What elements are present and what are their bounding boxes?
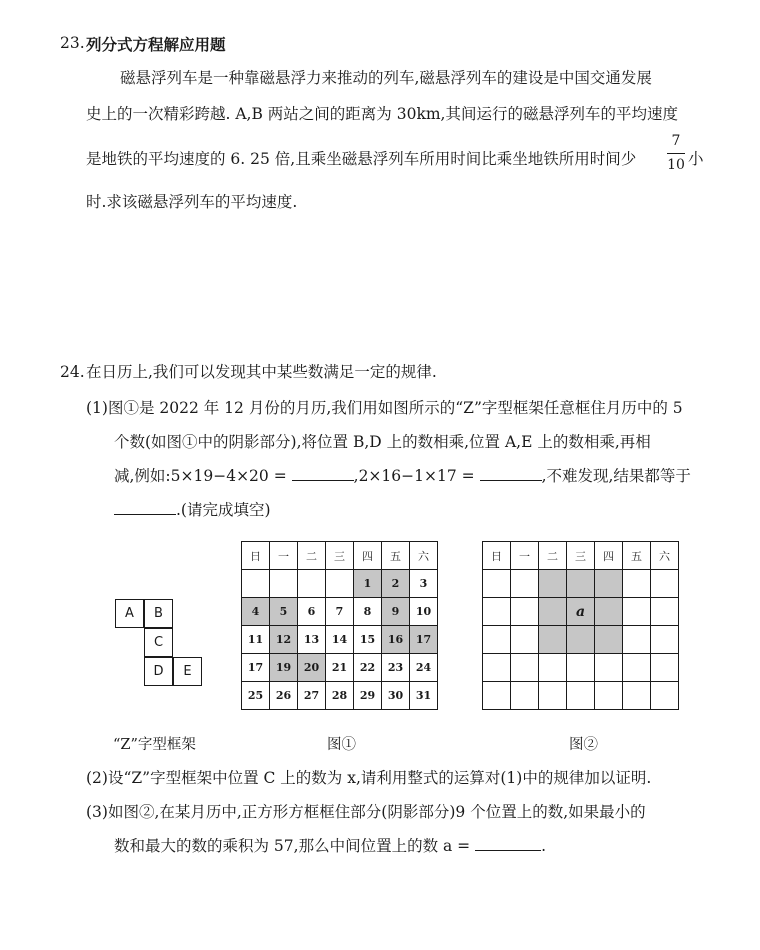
calendar-cell: 13: [298, 626, 326, 654]
zframe-cell-c: C: [144, 628, 173, 657]
calendar-cell: [511, 682, 539, 710]
q23-number: 23.: [60, 34, 85, 52]
weekday-header: 三: [567, 542, 595, 570]
calendar-cell: [483, 598, 511, 626]
calendar-cell: [539, 682, 567, 710]
calendar-cell: [483, 570, 511, 598]
weekday-header: 三: [326, 542, 354, 570]
calendar-figure-1: [241, 541, 438, 710]
calendar-cell: 30: [382, 682, 410, 710]
calendar-cell-shaded: 9: [382, 598, 410, 626]
calendar-cell: 6: [298, 598, 326, 626]
weekday-header: 日: [483, 542, 511, 570]
calendar-cell: [623, 598, 651, 626]
calendar-cell: [651, 570, 679, 598]
q23-line4: 时.求该磁悬浮列车的平均速度.: [86, 193, 298, 211]
weekday-header: 五: [623, 542, 651, 570]
calendar-cell: [567, 682, 595, 710]
q24-part1-conclusion: ,不难发现,结果都等于: [541, 467, 691, 485]
zframe-cell-b: B: [144, 599, 173, 628]
calendar-cell: 15: [354, 626, 382, 654]
calendar-cell: 17: [242, 654, 270, 682]
calendar-cell: [483, 682, 511, 710]
calendar-cell-shaded: 19: [270, 654, 298, 682]
calendar-cell: [270, 570, 298, 598]
calendar-cell-shaded: [539, 626, 567, 654]
calendar-cell: 25: [242, 682, 270, 710]
calendar-cell: 22: [354, 654, 382, 682]
q24-part1-line3: [114, 466, 691, 486]
calendar-cell-shaded: 12: [270, 626, 298, 654]
calendar-cell: [511, 598, 539, 626]
calendar-cell: [623, 626, 651, 654]
weekday-header: 日: [242, 542, 270, 570]
calendar-cell: [651, 626, 679, 654]
calendar-cell: [651, 654, 679, 682]
calendar-cell-shaded: [595, 598, 623, 626]
zframe-caption: “Z”字型框架: [113, 737, 196, 753]
calendar-cell: 14: [326, 626, 354, 654]
calendar-cell-center-a: a: [567, 598, 595, 626]
calendar-cell: 21: [326, 654, 354, 682]
q24-part2: (2)设“Z”字型框架中位置 C 上的数为 x,请利用整式的运算对(1)中的规律加以证明.: [86, 769, 652, 787]
calendar-cell-shaded: 16: [382, 626, 410, 654]
calendar-cell: 29: [354, 682, 382, 710]
calendar-cell-shaded: [595, 626, 623, 654]
answer-blank-4[interactable]: [475, 836, 541, 851]
zframe-cell-a: A: [115, 599, 144, 628]
q24-part3-line1: (3)如图②,在某月历中,正方形方框框住部分(阴影部分)9 个位置上的数,如果最小的: [86, 803, 646, 821]
calendar-cell: [623, 654, 651, 682]
calendar-cell: 7: [326, 598, 354, 626]
calendar-cell-shaded: [539, 598, 567, 626]
calendar-cell: [511, 626, 539, 654]
weekday-header: 四: [354, 542, 382, 570]
calendar-cell-shaded: [539, 570, 567, 598]
calendar-cell: [595, 654, 623, 682]
calendar-cell-shaded: 20: [298, 654, 326, 682]
weekday-header: 一: [511, 542, 539, 570]
q23-fraction-denominator: 10: [667, 157, 685, 173]
calendar-cell-shaded: 2: [382, 570, 410, 598]
calendar-cell-shaded: [567, 626, 595, 654]
weekday-header: 五: [382, 542, 410, 570]
calendar-cell: 8: [354, 598, 382, 626]
calendar-cell: [651, 682, 679, 710]
calendar-cell: 23: [382, 654, 410, 682]
calendar-cell-shaded: 5: [270, 598, 298, 626]
calendar-cell: [623, 570, 651, 598]
zframe-cell-d: D: [144, 657, 173, 686]
answer-blank-2[interactable]: [480, 466, 542, 481]
calendar-cell: [623, 682, 651, 710]
calendar-cell: 24: [410, 654, 438, 682]
calendar-cell: 31: [410, 682, 438, 710]
weekday-header: 四: [595, 542, 623, 570]
q23-line1: 磁悬浮列车是一种靠磁悬浮力来推动的列车,磁悬浮列车的建设是中国交通发展: [120, 69, 652, 87]
q24-part1-example1: 减,例如:5×19−4×20 =: [114, 467, 287, 485]
calendar-cell: [511, 654, 539, 682]
calendar-cell-shaded: 17: [410, 626, 438, 654]
calendar-cell: [567, 654, 595, 682]
calendar-cell-shaded: [567, 570, 595, 598]
zframe-cell-e: E: [173, 657, 202, 686]
calendar-cell: [651, 598, 679, 626]
calendar-cell-shaded: 4: [242, 598, 270, 626]
calendar-figure-2: [482, 541, 679, 710]
q23-fraction-numerator: 7: [671, 133, 681, 149]
q24-part1-example2: ,2×16−1×17 =: [353, 467, 475, 485]
answer-blank-1[interactable]: [292, 466, 354, 481]
weekday-header: 六: [410, 542, 438, 570]
calendar-cell: [483, 626, 511, 654]
calendar-cell: [483, 654, 511, 682]
q24-part3-text: 数和最大的数的乘积为 57,那么中间位置上的数 a =: [114, 837, 471, 855]
calendar-cell-shaded: 1: [354, 570, 382, 598]
calendar-cell: 11: [242, 626, 270, 654]
calendar-cell: [511, 570, 539, 598]
q24-part1-line2: 个数(如图①中的阴影部分),将位置 B,D 上的数相乘,位置 A,E 上的数相乘,再相: [114, 433, 651, 451]
q24-part3-period: .: [541, 837, 547, 855]
calendar-cell: [326, 570, 354, 598]
calendar-cell: [539, 654, 567, 682]
answer-blank-3[interactable]: [114, 500, 176, 515]
calendar-cell: 3: [410, 570, 438, 598]
weekday-header: 二: [539, 542, 567, 570]
q23-line3-end: 小: [688, 150, 704, 168]
q23-line3: 是地铁的平均速度的 6. 25 倍,且乘坐磁悬浮列车所用时间比乘坐地铁所用时间少: [86, 150, 637, 168]
q24-part1-line1: (1)图①是 2022 年 12 月份的月历,我们用如图所示的“Z”字型框架任意框住月历中的 5: [86, 399, 683, 417]
calendar-cell: 27: [298, 682, 326, 710]
q24-number: 24.: [60, 363, 85, 381]
q23-fraction-bar: [667, 153, 685, 154]
weekday-header: 二: [298, 542, 326, 570]
figure-2-caption: 图②: [569, 737, 598, 753]
q23-title: 列分式方程解应用题: [86, 35, 226, 54]
calendar-cell: [595, 682, 623, 710]
weekday-header: 一: [270, 542, 298, 570]
figure-1-caption: 图①: [327, 737, 356, 753]
q23-line2: 史上的一次精彩跨越. A,B 两站之间的距离为 30km,其间运行的磁悬浮列车的平均速度: [86, 105, 678, 123]
calendar-cell: 26: [270, 682, 298, 710]
calendar-cell: [298, 570, 326, 598]
q24-intro: 在日历上,我们可以发现其中某些数满足一定的规律.: [86, 363, 437, 381]
calendar-cell: [242, 570, 270, 598]
calendar-cell: 28: [326, 682, 354, 710]
q24-part1-line4: [114, 500, 271, 520]
weekday-header: 六: [651, 542, 679, 570]
calendar-cell-shaded: [595, 570, 623, 598]
q24-part1-fill-note: .(请完成填空): [176, 501, 271, 519]
q24-part3-line2: [114, 836, 546, 856]
calendar-cell: 10: [410, 598, 438, 626]
